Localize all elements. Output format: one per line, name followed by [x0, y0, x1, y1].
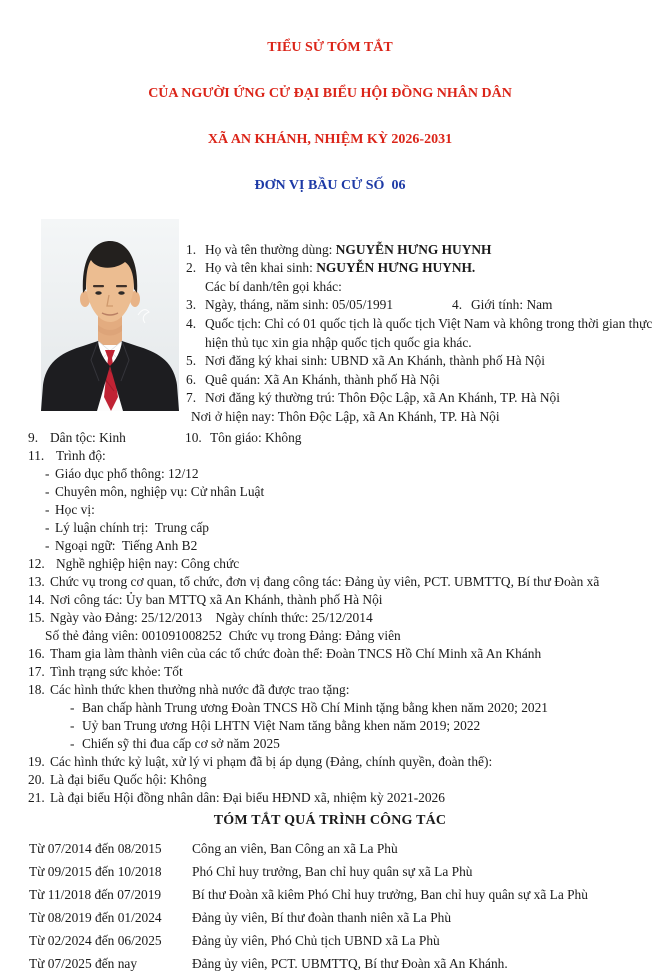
item-number: - [70, 717, 75, 733]
item-text: Là đại biểu Hội đồng nhân dân: Đại biểu HĐND xã, nhiệm kỳ 2021-2026 [50, 789, 445, 805]
gender-text: Giới tính: Nam [471, 297, 553, 313]
item-text: Lý luận chính trị: Trung cấp [55, 519, 209, 535]
career-history-table [29, 837, 660, 975]
career-row [29, 860, 660, 883]
item-text [205, 259, 658, 278]
item-number: 7. [186, 390, 197, 406]
career-row [29, 837, 660, 860]
item-text: Trình độ: [56, 447, 106, 463]
item-text: Chức vụ trong cơ quan, tổ chức, đơn vị đang công tác: Đảng ủy viên, PCT. UBMTTQ, Bí thư Đoàn xã [50, 573, 600, 589]
item-text: Quốc tịch: Chỉ có 01 quốc tịch là quốc tịch Việt Nam và không trong thời gian thực hiện thủ tục xin gia nhập quốc tịch quốc gia khác. [205, 316, 656, 350]
item-number: - [70, 699, 75, 715]
item-text: Nơi ở hiện nay: Thôn Độc Lập, xã An Khánh, TP. Hà Nội [191, 409, 500, 425]
item-text: Nơi đăng ký thường trú: Thôn Độc Lập, xã An Khánh, TP. Hà Nội [205, 390, 560, 406]
item-text: Nơi đăng ký khai sinh: UBND xã An Khánh, thành phố Hà Nội [205, 353, 545, 369]
top-section [0, 219, 660, 427]
career-role: Bí thư Đoàn xã kiêm Phó Chỉ huy trưởng, Ban chỉ huy quân sự xã La Phù [192, 886, 588, 902]
item-number: 14. [28, 591, 45, 607]
birthdate-text: Ngày, tháng, năm sinh: 05/05/1991 [205, 297, 394, 313]
item-text: Các bí danh/tên gọi khác: [205, 278, 342, 294]
item-text: Học vị: [55, 501, 95, 517]
item-number: - [45, 483, 50, 499]
item-number: 11. [28, 447, 45, 463]
item-religion [185, 429, 302, 447]
item-number: 9. [28, 429, 39, 445]
item-number: 16. [28, 645, 45, 661]
bio-rows [28, 447, 650, 807]
item-aliases [186, 278, 658, 297]
item-common-name [186, 241, 658, 260]
item-ethnicity-religion [28, 429, 650, 447]
bio-row [28, 627, 650, 645]
item-text: Nghề nghiệp hiện nay: Công chức [56, 555, 240, 571]
personal-info-list [186, 219, 658, 427]
career-summary-title: TÓM TẮT QUÁ TRÌNH CÔNG TÁC [213, 812, 447, 828]
item-number: 2. [186, 260, 197, 276]
bio-row [28, 771, 650, 789]
item-number: - [45, 465, 50, 481]
item-number: 20. [28, 771, 45, 787]
career-role: Phó Chỉ huy trưởng, Ban chỉ huy quân sự xã La Phù [192, 863, 473, 879]
item-number: 3. [186, 297, 197, 313]
bio-row [28, 501, 650, 519]
item-number: 15. [28, 609, 45, 625]
item-hometown [186, 371, 658, 390]
ethnicity-text: Dân tộc: Kinh [50, 429, 126, 445]
item-number: 4. [186, 316, 197, 332]
election-unit-line: ĐƠN VỊ BẦU CỬ SỐ 06 [254, 178, 406, 194]
item-text: Tham gia làm thành viên của các tổ chức đoàn thể: Đoàn TNCS Hồ Chí Minh xã An Khánh [50, 645, 542, 661]
item-text [205, 241, 658, 260]
birth-name-label: Họ và tên khai sinh: [205, 260, 317, 276]
career-role: Công an viên, Ban Công an xã La Phù [192, 840, 398, 856]
bio-row [28, 537, 650, 555]
item-number: 12. [28, 555, 45, 571]
career-period: Từ 07/2025 đến nay [29, 955, 138, 971]
item-text: Số thẻ đảng viên: 001091008252 Chức vụ trong Đảng: Đảng viên [45, 627, 401, 643]
bio-row [28, 555, 650, 573]
career-role: Đảng ủy viên, PCT. UBMTTQ, Bí thư Đoàn xã An Khánh. [192, 955, 508, 971]
item-number: 21. [28, 789, 45, 805]
item-birth-registration [186, 352, 658, 371]
title-line-1: TIỂU SỬ TÓM TẮT [267, 39, 393, 55]
bio-row [28, 447, 650, 465]
career-row [29, 952, 660, 975]
career-row [29, 883, 660, 906]
item-current-residence [186, 408, 658, 427]
item-number: 1. [186, 241, 197, 257]
career-period: Từ 07/2014 đến 08/2015 [29, 840, 162, 856]
item-number: 5. [186, 353, 197, 369]
career-role: Đảng ủy viên, Phó Chủ tịch UBND xã La Phù [192, 932, 440, 948]
bio-row [28, 789, 650, 807]
title-line-3: XÃ AN KHÁNH, NHIỆM KỲ 2026-2031 [207, 132, 453, 148]
bio-row [28, 483, 650, 501]
career-period: Từ 02/2024 đến 06/2025 [29, 932, 162, 948]
bio-row [28, 663, 650, 681]
item-number: - [70, 735, 75, 751]
bio-row [28, 609, 650, 627]
item-text: Giáo dục phổ thông: 12/12 [55, 465, 199, 481]
item-text: Chuyên môn, nghiệp vụ: Cử nhân Luật [55, 483, 265, 499]
bio-row [28, 465, 650, 483]
bio-row [28, 681, 650, 699]
portrait-illustration [41, 219, 179, 411]
bio-row [28, 717, 650, 735]
document-header [0, 0, 660, 225]
bio-row [28, 735, 650, 753]
item-text: Chiến sỹ thi đua cấp cơ sở năm 2025 [82, 735, 280, 751]
common-name-value: NGUYỄN HƯNG HUYNH [335, 241, 492, 257]
bio-row [28, 753, 650, 771]
item-number: 10. [185, 429, 202, 445]
item-birthdate-gender [186, 296, 658, 315]
item-number: 17. [28, 663, 45, 679]
candidate-photo [41, 219, 179, 411]
item-birth-name [186, 259, 658, 278]
item-number: 18. [28, 681, 45, 697]
bio-row [28, 519, 650, 537]
title-line-2: CỦA NGƯỜI ỨNG CỬ ĐẠI BIỂU HỘI ĐỒNG NHÂN DÂN [148, 86, 512, 102]
career-role: Đảng ủy viên, Bí thư đoàn thanh niên xã La Phù [192, 909, 452, 925]
item-text: Quê quán: Xã An Khánh, thành phố Hà Nội [205, 371, 440, 387]
details-list [0, 429, 660, 807]
item-number: - [45, 501, 50, 517]
item-text: Nơi công tác: Ủy ban MTTQ xã An Khánh, thành phố Hà Nội [50, 591, 383, 607]
item-text: Ngày vào Đảng: 25/12/2013 Ngày chính thức: 25/12/2014 [50, 609, 373, 625]
item-text: Các hình thức khen thưởng nhà nước đã được trao tặng: [50, 681, 350, 697]
bio-row [28, 699, 650, 717]
career-row [29, 929, 660, 952]
item-number: 13. [28, 573, 45, 589]
item-number: 19. [28, 753, 45, 769]
item-number: - [45, 537, 50, 553]
religion-text: Tôn giáo: Không [210, 429, 302, 445]
item-number: - [45, 519, 50, 535]
career-period: Từ 09/2015 đến 10/2018 [29, 863, 162, 879]
item-text: Uỷ ban Trung ương Hội LHTN Việt Nam tăng bằng khen năm 2019; 2022 [82, 717, 481, 733]
item-text: Ban chấp hành Trung ương Đoàn TNCS Hồ Chí Minh tặng bằng khen năm 2020; 2021 [82, 699, 549, 715]
item-gender [452, 296, 552, 315]
birth-name-value: NGUYỄN HƯNG HUYNH. [316, 260, 476, 276]
bio-row [28, 573, 650, 591]
item-text: Tình trạng sức khỏe: Tốt [50, 663, 183, 679]
bio-row [28, 591, 650, 609]
bio-row [28, 645, 650, 663]
career-row [29, 906, 660, 929]
item-permanent-residence [186, 389, 658, 408]
common-name-label: Họ và tên thường dùng: [205, 241, 336, 257]
item-text: Các hình thức kỷ luật, xử lý vi phạm đã bị áp dụng (Đảng, chính quyền, đoàn thể): [50, 753, 493, 769]
item-text: Là đại biểu Quốc hội: Không [50, 771, 207, 787]
item-text: Ngoại ngữ: Tiếng Anh B2 [55, 537, 198, 553]
item-number: 4. [452, 297, 463, 313]
item-number: 6. [186, 371, 197, 387]
career-period: Từ 11/2018 đến 07/2019 [29, 886, 162, 902]
item-nationality [186, 315, 658, 352]
career-period: Từ 08/2019 đến 01/2024 [29, 909, 162, 925]
